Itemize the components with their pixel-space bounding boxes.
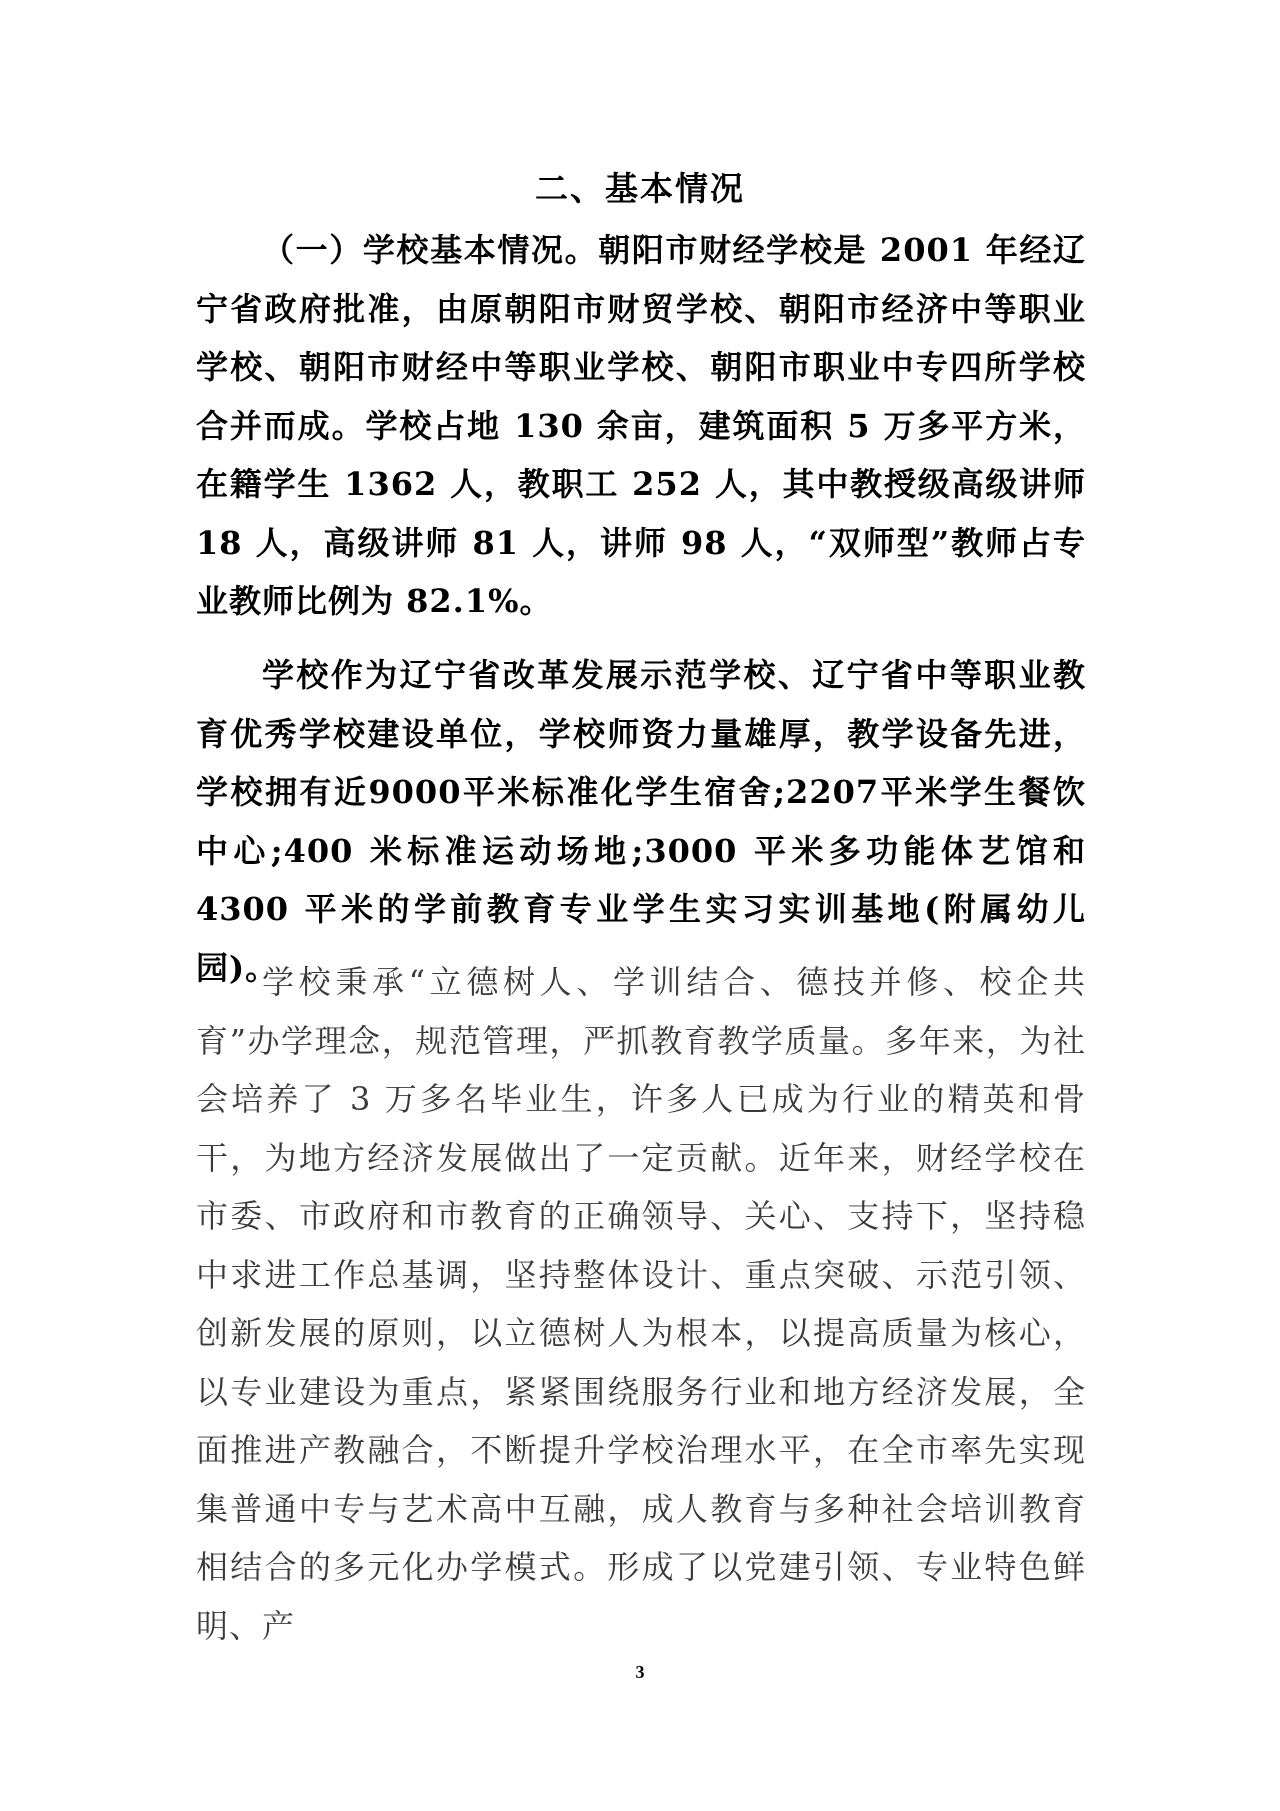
paragraph-philosophy: 学校秉承“立德树人、学训结合、德技并修、校企共育”办学理念，规范管理，严抓教育教学质量。多年来，为社会培养了 3 万多名毕业生，许多人已成为行业的精英和骨干，为地方经济发展做出了一定贡献。近年来，财经学校在市委、市政府和市教育的正确领导、关心、支持下，坚持稳中求进工作总基调，坚持整体设计、重点突破、示范引领、创新发展的原则，以立德树人为根本，以提高质量为核心，以专业建设为重点，紧紧围绕服务行业和地方经济发展，全面推进产教融合，不断提升学校治理水平，在全市率先实现集普通中专与艺术高中互融，成人教育与多种社会培训教育相结合的多元化办学模式。形成了以党建引领、专业特色鲜明、产 xyxy=(196,963,1086,1645)
page-number: 3 xyxy=(635,1662,645,1682)
paragraph-school-overview: （一）学校基本情况。朝阳市财经学校是 2001 年经辽宁省政府批准，由原朝阳市财贸学校、朝阳市经济中等职业学校、朝阳市财经中等职业学校、朝阳市职业中专四所学校合并而成。学校占地 130 余亩，建筑面积 5 万多平方米，在籍学生 1362 人，教职工 252 人，其中教授级高级讲师 18 人，高级讲师 81 人，讲师 98 人，“双师型”教师占专业教师比例为 82.1%。 xyxy=(196,231,1086,620)
paragraph-facilities: 学校作为辽宁省改革发展示范学校、辽宁省中等职业教育优秀学校建设单位，学校师资力量雄厚，教学设备先进，学校拥有近9000平米标准化学生宿舍;2207平米学生餐饮中心;400 米标准运动场地;3000 平米多功能体艺馆和 4300 平米的学前教育专业学生实习实训基地(附属幼儿园)。 xyxy=(196,656,1086,987)
section-heading: 二、基本情况 xyxy=(535,169,745,208)
